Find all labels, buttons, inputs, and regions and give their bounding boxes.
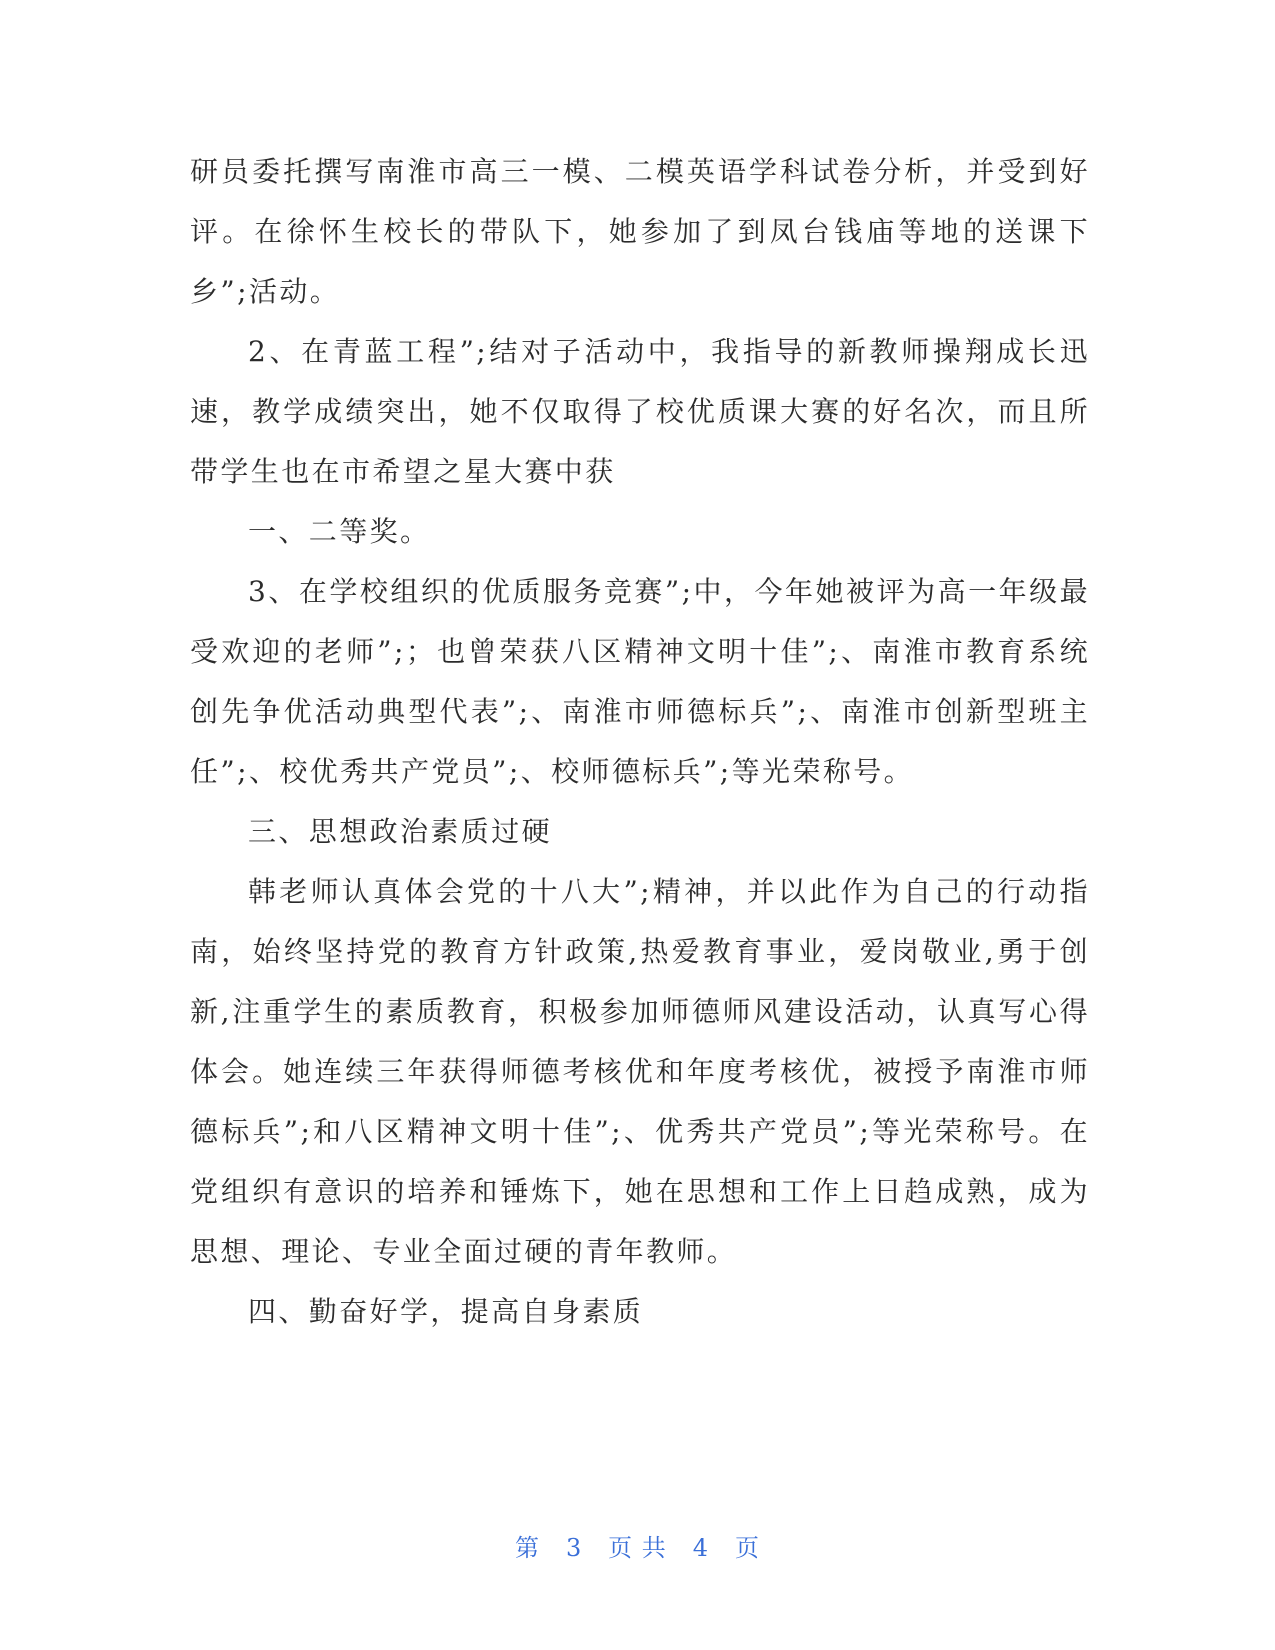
document-body [190, 142, 1090, 1342]
paragraph-political-quality: 韩老师认真体会党的十八大”;精神，并以此作为自己的行动指南，始终坚持党的教育方针政策,热爱教育事业，爱岗敬业,勇于创新,注重学生的素质教育，积极参加师德师风建设活动，认真写心得体会。她连续三年获得师德考核优和年度考核优，被授予南淮市师德标兵”;和八区精神文明十佳”;、优秀共产党员”;等光荣称号。在党组织有意识的培养和锤炼下，她在思想和工作上日趋成熟，成为思想、理论、专业全面过硬的青年教师。 [190, 875, 1090, 1268]
paragraph-item-3: 3、在学校组织的优质服务竞赛”;中，今年她被评为高一年级最受欢迎的老师”;；也曾荣获八区精神文明十佳”;、南淮市教育系统创先争优活动典型代表”;、南淮市师德标兵”;、南淮市创新型班主任”;、校优秀共产党员”;、校师德标兵”;等光荣称号。 [190, 575, 1090, 788]
footer-prefix: 第 [515, 1534, 541, 1562]
footer-middle: 页 共 [608, 1534, 667, 1562]
paragraph-award-level: 一、二等奖。 [248, 515, 431, 548]
section-heading-4: 四、勤奋好学，提高自身素质 [248, 1295, 644, 1328]
page-footer [0, 1532, 1275, 1564]
footer-current-page: 3 [565, 1534, 583, 1562]
section-heading-3: 三、思想政治素质过硬 [248, 815, 553, 848]
paragraph-item-2: 2、在青蓝工程”;结对子活动中，我指导的新教师操翔成长迅速，教学成绩突出，她不仅取得了校优质课大赛的好名次，而且所带学生也在市希望之星大赛中获 [190, 335, 1090, 488]
footer-total-pages: 4 [692, 1534, 710, 1562]
footer-suffix: 页 [734, 1534, 760, 1562]
paragraph-continuation: 研员委托撰写南淮市高三一模、二模英语学科试卷分析，并受到好评。在徐怀生校长的带队下，她参加了到凤台钱庙等地的送课下乡”;活动。 [190, 155, 1090, 308]
